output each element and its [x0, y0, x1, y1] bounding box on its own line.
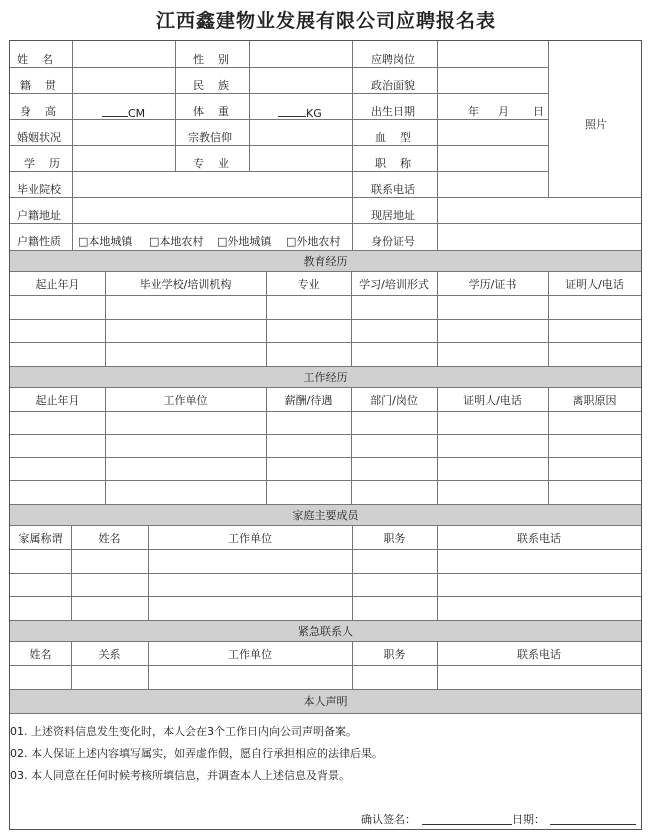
weight-label: 体 重	[193, 105, 229, 118]
height-label: 身 高	[20, 105, 56, 118]
id-card-label: 身份证号	[371, 235, 415, 248]
hukou-option-other-urban[interactable]: □外地城镇	[217, 235, 272, 248]
declaration-item-2: 02. 本人保证上述内容填写属实，如弄虚作假，愿自行承担相应的法律后果。	[10, 747, 383, 760]
hukou-option-local-urban[interactable]: □本地城镇	[78, 235, 133, 248]
emergency-col-phone: 联系电话	[517, 648, 561, 661]
work-section-title: 工作经历	[303, 371, 348, 384]
form-title: 江西鑫建物业发展有限公司应聘报名表	[155, 10, 496, 32]
edu-col-reference: 证明人/电话	[565, 278, 624, 291]
edu-col-degree: 学历/证书	[468, 278, 517, 291]
height-unit: CM	[128, 107, 146, 120]
birth-year: 年	[468, 105, 479, 118]
emergency-col-company: 工作单位	[228, 648, 272, 661]
edu-col-school: 毕业学校/培训机构	[139, 278, 232, 291]
edu-col-period: 起止年月	[35, 278, 80, 291]
name-input[interactable]	[73, 42, 175, 66]
date-label: 日期：	[512, 813, 545, 826]
ethnicity-input[interactable]	[250, 68, 352, 92]
religion-input[interactable]	[250, 120, 352, 144]
emergency-section-title: 紧急联系人	[298, 625, 353, 638]
birth-day: 日	[533, 105, 544, 118]
birth-month: 月	[498, 105, 509, 118]
current-address-input[interactable]	[438, 198, 641, 222]
blood-label: 血 型	[375, 131, 411, 144]
photo-box[interactable]	[549, 42, 641, 196]
phone-label: 联系电话	[371, 183, 415, 196]
school-label: 毕业院校	[17, 183, 61, 196]
position-input[interactable]	[438, 42, 548, 66]
sign-field[interactable]	[422, 813, 512, 828]
declaration-item-3: 03. 本人同意在任何时候考核所填信息，并调查本人上述信息及背景。	[10, 769, 350, 782]
date-field[interactable]	[550, 813, 636, 828]
emergency-col-name: 姓名	[29, 648, 52, 661]
work-col-company: 工作单位	[163, 394, 208, 407]
weight-unit: KG	[306, 107, 322, 120]
education-input[interactable]	[73, 146, 175, 170]
application-form	[9, 40, 642, 830]
native-input[interactable]	[73, 68, 175, 92]
education-section-title: 教育经历	[303, 255, 348, 268]
height-input[interactable]	[102, 105, 145, 120]
emergency-col-relation: 关系	[98, 648, 121, 661]
religion-label: 宗教信仰	[188, 131, 232, 144]
family-col-relation: 家属称谓	[18, 532, 63, 545]
emergency-col-position: 职务	[383, 648, 406, 661]
hukou-address-label: 户籍地址	[17, 209, 61, 222]
edu-col-form: 学习/培训形式	[359, 278, 429, 291]
work-col-period: 起止年月	[35, 394, 80, 407]
work-col-department: 部门/岗位	[370, 394, 418, 407]
hukou-option-local-rural[interactable]: □本地农村	[149, 235, 204, 248]
political-input[interactable]	[438, 68, 548, 92]
major-label: 专 业	[193, 157, 229, 170]
name-label: 姓 名	[17, 53, 53, 66]
title-job-input[interactable]	[438, 146, 548, 170]
school-input[interactable]	[73, 172, 352, 196]
declaration-title: 本人声明	[303, 695, 348, 708]
current-address-label: 现居地址	[371, 209, 415, 222]
marriage-label: 婚姻状况	[17, 131, 61, 144]
title-job-label: 职 称	[375, 157, 411, 170]
political-label: 政治面貌	[371, 79, 415, 92]
work-col-salary: 薪酬/待遇	[284, 394, 333, 407]
education-label: 学 历	[24, 157, 60, 170]
marriage-input[interactable]	[73, 120, 175, 144]
edu-col-major: 专业	[297, 278, 320, 291]
ethnicity-label: 民 族	[193, 79, 229, 92]
work-col-reason: 离职原因	[572, 394, 617, 407]
family-col-phone: 联系电话	[517, 532, 561, 545]
gender-label: 性 别	[193, 53, 229, 66]
hukou-address-input[interactable]	[73, 198, 352, 222]
position-label: 应聘岗位	[371, 53, 415, 66]
family-col-name: 姓名	[98, 532, 121, 545]
gender-input[interactable]	[250, 42, 352, 66]
native-label: 籍 贯	[20, 79, 56, 92]
phone-input[interactable]	[438, 172, 548, 196]
work-col-reference: 证明人/电话	[463, 394, 522, 407]
family-col-position: 职务	[383, 532, 406, 545]
family-section-title: 家庭主要成员	[292, 509, 359, 522]
hukou-option-other-rural[interactable]: □外地农村	[286, 235, 341, 248]
sign-label: 确认签名：	[361, 813, 416, 826]
hukou-type-label: 户籍性质	[17, 235, 61, 248]
major-input[interactable]	[250, 146, 352, 170]
birth-label: 出生日期	[371, 105, 415, 118]
family-col-company: 工作单位	[228, 532, 272, 545]
weight-input[interactable]	[278, 105, 322, 120]
declaration-item-1: 01. 上述资料信息发生变化时，本人会在3个工作日内向公司声明备案。	[10, 725, 357, 738]
id-card-input[interactable]	[438, 224, 641, 249]
photo-label: 照片	[585, 118, 607, 131]
blood-input[interactable]	[438, 120, 548, 144]
